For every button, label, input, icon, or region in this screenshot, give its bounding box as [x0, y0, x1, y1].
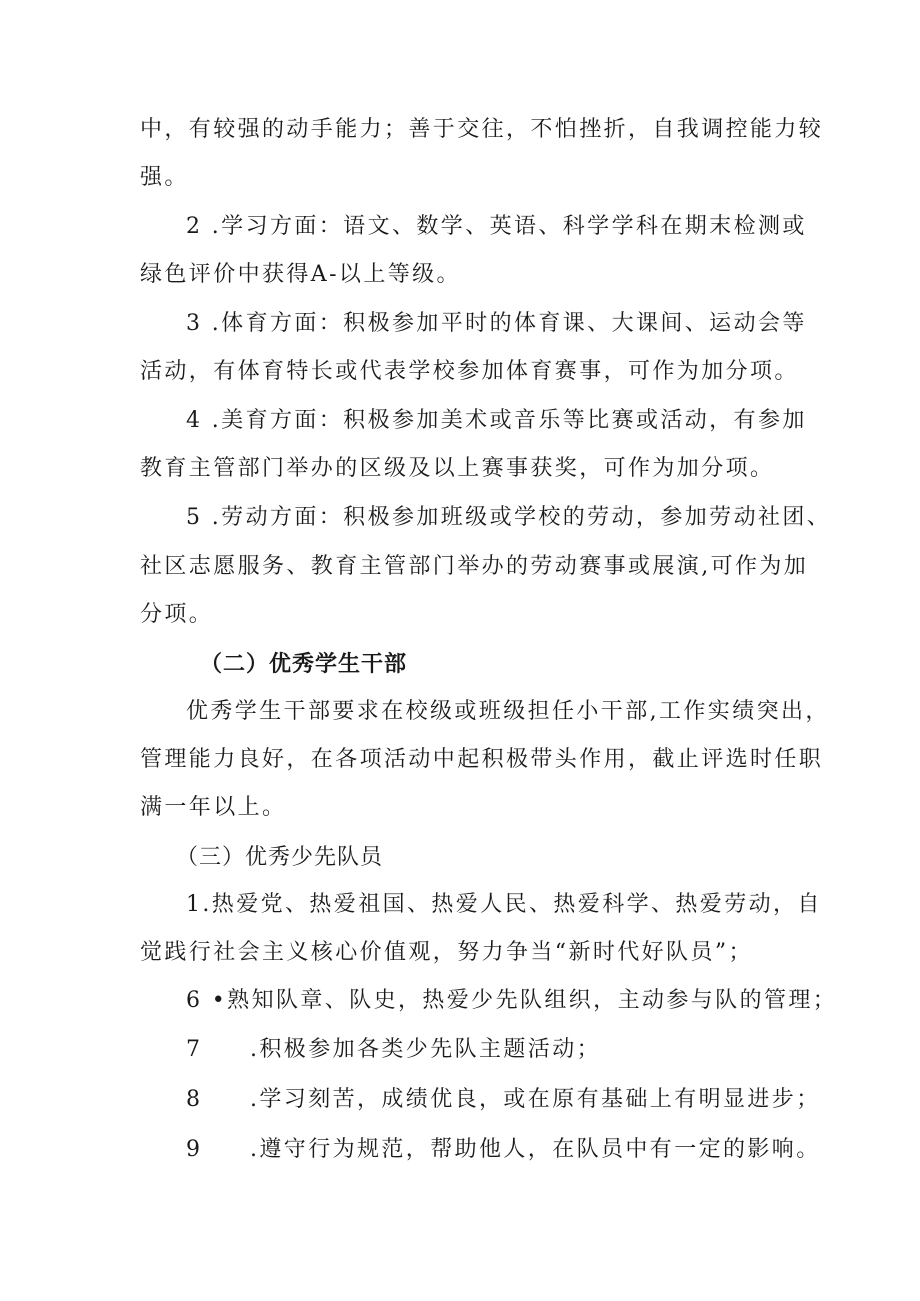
item-pioneer-1: 1.热爱党、热爱祖国、热爱人民、热爱科学、热爱劳动，自: [186, 892, 822, 917]
item-pioneer-7: [186, 1035, 601, 1065]
item-pioneer-9: [186, 1135, 821, 1165]
paragraph-line: 觉践行社会主义核心价值观，努力争当“新时代好队员”；: [140, 940, 753, 965]
item-number: 8: [186, 1087, 203, 1112]
item-pioneer-8: [186, 1085, 821, 1115]
paragraph-line: 绿色评价中获得A-以上等级。: [140, 262, 461, 287]
item-arts: 4 .美育方面：积极参加美术或音乐等比赛或活动，有参加: [186, 408, 807, 433]
item-number: 9: [186, 1137, 203, 1162]
paragraph-line: 优秀学生干部要求在校级或班级担任小干部,工作实绩突出，: [186, 699, 830, 724]
paragraph-line: 活动，有体育特长或代表学校参加体育赛事，可作为加分项。: [140, 359, 799, 384]
item-number: 7: [186, 1037, 203, 1062]
paragraph-line: 分项。: [140, 602, 214, 627]
paragraph-line: 强。: [140, 165, 189, 190]
paragraph-line: 社区志愿服务、教育主管部门举办的劳动赛事或展演,可作为加: [140, 554, 809, 579]
paragraph-line: 满一年以上。: [140, 795, 287, 820]
paragraph-line: 教育主管部门举办的区级及以上赛事获奖，可作为加分项。: [140, 456, 775, 481]
section-heading-young-pioneer: （三）优秀少先队员: [176, 845, 384, 870]
item-sports: 3 .体育方面：积极参加平时的体育课、大课间、运动会等: [186, 311, 807, 336]
item-text: .学习刻苦，成绩优良，或在原有基础上有明显进步；: [250, 1087, 821, 1112]
paragraph-line: 管理能力良好，在各项活动中起积极带头作用，截止评选时任职: [140, 747, 824, 772]
section-heading-outstanding-cadre: （二）优秀学生干部: [200, 652, 408, 677]
item-text: .遵守行为规范，帮助他人，在队员中有一定的影响。: [250, 1137, 821, 1162]
paragraph-line: 中，有较强的动手能力；善于交往，不怕挫折，自我调控能力较: [140, 117, 824, 142]
item-text: .积极参加各类少先队主题活动；: [250, 1037, 601, 1062]
item-learning: 2 .学习方面：语文、数学、英语、科学学科在期末检测或: [186, 214, 807, 239]
item-pioneer-6: 6 •熟知队章、队史，热爱少先队组织，主动参与队的管理；: [186, 988, 838, 1013]
item-labor: 5 .劳动方面：积极参加班级或学校的劳动，参加劳动社团、: [186, 505, 832, 530]
